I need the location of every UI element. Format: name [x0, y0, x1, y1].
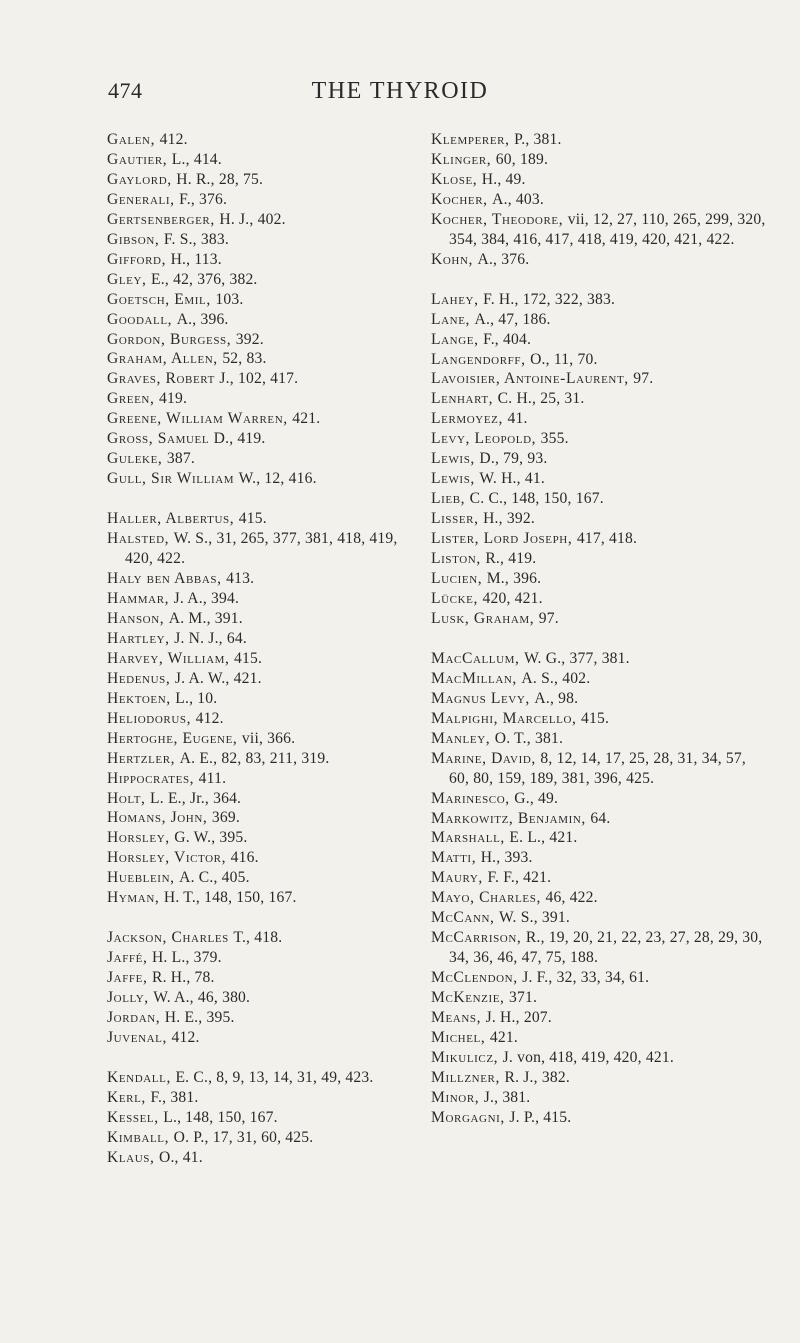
index-entry-name: Markowitz, Benjamin, — [431, 809, 591, 827]
index-entry — [107, 1028, 422, 1048]
index-entry — [107, 649, 422, 669]
index-entry-name: Lieb, — [431, 490, 470, 508]
index-entry-name: Jordan, — [107, 1009, 165, 1027]
index-entry-name: Jaffé, — [107, 949, 152, 967]
index-entry-name: Holt, — [107, 789, 151, 807]
index-entry — [107, 210, 422, 230]
index-entry — [431, 689, 766, 709]
index-entry-page-refs: A. E., 82, 83, 211, 319. — [179, 749, 330, 767]
index-entry-page-refs: F. F., 421. — [487, 869, 552, 887]
index-entry-page-refs: J., 381. — [483, 1088, 531, 1106]
index-entry — [107, 449, 422, 469]
index-entry-page-refs: O. T., 381. — [494, 729, 564, 747]
index-entry-name: Klaus, — [107, 1148, 159, 1166]
index-entry-page-refs: W. A., 46, 380. — [153, 989, 251, 1007]
index-entry-page-refs: H. E., 395. — [164, 1009, 235, 1027]
index-entry-page-refs: P., 381. — [514, 131, 562, 148]
index-entry-page-refs: A., 376. — [477, 250, 530, 268]
index-entry — [107, 689, 422, 709]
index-entry-page-refs: 415. — [581, 709, 610, 727]
index-entry-page-refs: 415. — [234, 649, 263, 667]
index-entry-page-refs: 371. — [509, 989, 538, 1007]
index-entry — [431, 1008, 766, 1028]
index-entry-name: Hedenus, — [107, 669, 175, 687]
index-entry-page-refs: 369. — [211, 809, 240, 827]
index-entry-name: Liston, — [431, 550, 486, 568]
index-entry — [431, 649, 766, 669]
index-entry — [107, 629, 422, 649]
index-entry-name: Manley, — [431, 729, 495, 747]
index-entry-page-refs: J., 102, 417. — [219, 370, 299, 388]
index-entry-page-refs: J. H., 207. — [485, 1009, 552, 1027]
index-entry — [107, 290, 422, 310]
index-entry — [107, 888, 422, 908]
index-entry-name: Means, — [431, 1009, 486, 1027]
index-entry — [107, 1068, 422, 1088]
index-entry-name: Hektoen, — [107, 689, 176, 707]
index-entry-name: Gibson, — [107, 230, 164, 248]
index-entry — [107, 130, 422, 150]
index-entry — [107, 469, 422, 489]
index-entry-name: Kohn, — [431, 250, 478, 268]
index-entry-name: Langendorff, — [431, 350, 531, 368]
index-entry — [107, 749, 422, 769]
index-entry-name: Millzner, — [431, 1068, 505, 1086]
index-entry-name: Horsley, — [107, 829, 175, 847]
index-entry-page-refs: F., 404. — [483, 330, 532, 348]
index-entry — [431, 210, 766, 250]
index-entry — [431, 449, 766, 469]
index-entry-name: Lermoyez, — [431, 410, 508, 428]
index-entry-page-refs: E., 42, 376, 382. — [151, 270, 258, 288]
index-entry-page-refs: J. A. W., 421. — [174, 669, 262, 687]
index-entry-page-refs: W. S., 31, 265, 377, 381, 418, 419, 420, 422. — [125, 530, 398, 568]
index-entry — [107, 789, 422, 809]
index-entry — [431, 729, 766, 749]
index-entry — [107, 988, 422, 1008]
index-entry-name: McCarrison, — [431, 929, 526, 947]
index-entry-page-refs: F., 376. — [179, 190, 228, 208]
index-entry-name: Michel, — [431, 1028, 490, 1046]
index-entry-page-refs: 97. — [538, 609, 559, 627]
index-entry-page-refs: 411. — [198, 769, 227, 787]
index-entry — [431, 968, 766, 988]
index-entry-name: Haller, Albertus, — [107, 510, 239, 528]
index-entry-name: Kimball, — [107, 1128, 174, 1146]
index-entry-page-refs: E. L., 421. — [509, 829, 578, 847]
index-entry-name: McCann, — [431, 909, 500, 927]
index-entry-page-refs: W. S., 391. — [499, 909, 570, 927]
index-entry-page-refs: O. P., 17, 31, 60, 425. — [173, 1128, 314, 1146]
index-entry-page-refs: 355. — [540, 430, 569, 448]
index-entry-name: Greene, William Warren, — [107, 410, 293, 428]
index-entry-page-refs: L., 148, 150, 167. — [163, 1108, 278, 1126]
index-entry — [107, 569, 422, 589]
index-entry-page-refs: O., 11, 70. — [530, 350, 598, 368]
index-entry-page-refs: H. R., 28, 75. — [176, 170, 264, 188]
index-entry — [107, 1108, 422, 1128]
index-entry — [431, 1068, 766, 1088]
index-entry-name: Haly ben Abbas, — [107, 570, 227, 588]
index-entry-name: Heliodorus, — [107, 709, 196, 727]
index-entry-page-refs: 412. — [171, 1028, 200, 1046]
index-entry — [431, 1088, 766, 1108]
index-entry-page-refs: T., 418. — [233, 929, 283, 947]
index-entry — [431, 369, 766, 389]
index-entry-name: Gautier, — [107, 150, 172, 168]
index-entry-name: Lister, Lord Joseph, — [431, 530, 577, 548]
index-entry-page-refs: 8, 12, 14, 17, 25, 28, 31, 34, 57, 60, 80, 159, 189, 381, 396, 425. — [449, 749, 747, 787]
index-entry — [431, 1048, 766, 1068]
index-entry — [431, 190, 766, 210]
index-entry-name: Lane, — [431, 310, 475, 328]
index-entry — [107, 190, 422, 210]
index-entry-page-refs: G., 49. — [514, 789, 559, 807]
letter-group-divider — [107, 908, 422, 928]
index-entry-name: Klose, — [431, 170, 482, 188]
index-entry-name: Gifford, — [107, 250, 171, 268]
index-entry — [431, 609, 766, 629]
index-entry — [431, 469, 766, 489]
index-entry-page-refs: A. C., 405. — [179, 869, 250, 887]
index-entry-name: Halsted, — [107, 530, 174, 548]
index-entry — [107, 669, 422, 689]
index-entry — [431, 130, 766, 150]
index-entry-name: Goodall, — [107, 310, 177, 328]
index-entry-page-refs: 103. — [215, 290, 244, 308]
index-entry-name: Lusk, Graham, — [431, 609, 539, 627]
index-entry-page-refs: R., 19, 20, 21, 22, 23, 27, 28, 29, 30, 34, 36, 46, 47, 75, 188. — [449, 929, 763, 967]
index-entry-page-refs: J. N. J., 64. — [174, 629, 247, 647]
index-entry-name: Green, — [107, 390, 159, 408]
index-entry-name: Minor, — [431, 1088, 484, 1106]
index-entry-page-refs: 421. — [292, 410, 321, 428]
index-entry-page-refs: R. H., 78. — [151, 969, 215, 987]
index-entry — [431, 389, 766, 409]
index-entry-name: McKenzie, — [431, 989, 510, 1007]
index-entry-name: Lewis, — [431, 450, 480, 468]
index-entry — [107, 1128, 422, 1148]
index-entry — [431, 928, 766, 968]
index-entry — [431, 509, 766, 529]
index-entry-name: Matti, — [431, 849, 481, 867]
index-entry-page-refs: 415. — [238, 510, 267, 528]
index-entry-page-refs: 46, 422. — [545, 889, 598, 907]
index-entry — [107, 349, 422, 369]
index-entry — [107, 1088, 422, 1108]
index-entry — [431, 709, 766, 729]
index-entry-page-refs: G. W., 395. — [174, 829, 248, 847]
index-entry-page-refs: 64. — [590, 809, 611, 827]
index-entry-page-refs: H., 113. — [170, 250, 222, 268]
index-entry — [107, 1148, 422, 1168]
index-entry-name: Lisser, — [431, 510, 484, 528]
index-entry-page-refs: A., 396. — [176, 310, 229, 328]
index-entry — [431, 868, 766, 888]
index-entry — [431, 828, 766, 848]
running-title: THE THYROID — [311, 78, 489, 104]
index-entry — [107, 529, 422, 569]
index-entry-name: Malpighi, Marcello, — [431, 709, 582, 727]
index-entry-page-refs: M., 396. — [486, 570, 542, 588]
index-entry-page-refs: 419. — [158, 390, 188, 408]
index-entry-page-refs: W. H., 41. — [479, 470, 545, 488]
index-entry-page-refs: L. E., Jr., 364. — [150, 789, 242, 807]
index-entry-page-refs: 412. — [195, 709, 224, 727]
index-entry-name: Kerl, — [107, 1088, 151, 1106]
index-entry-name: Homans, John, — [107, 809, 212, 827]
index-entry-page-refs: O., 41. — [158, 1148, 203, 1166]
index-entry-name: Gordon, Burgess, — [107, 330, 236, 348]
index-entry — [107, 509, 422, 529]
index-entry-name: MacMillan, — [431, 669, 522, 687]
index-entry-name: Hyman, — [107, 889, 164, 907]
index-entry-name: Graham, Allen, — [107, 350, 223, 368]
index-entry-name: Kessel, — [107, 1108, 164, 1126]
index-entry-page-refs: J. P., 415. — [509, 1108, 572, 1126]
index-entry-name: Marshall, — [431, 829, 510, 847]
index-entry-page-refs: F. H., 172, 322, 383. — [483, 290, 616, 308]
index-entry-name: Lange, — [431, 330, 484, 348]
letter-group-divider — [107, 1048, 422, 1068]
index-entry-page-refs: H. T., 148, 150, 167. — [163, 889, 297, 907]
index-entry-page-refs: H., 393. — [480, 849, 533, 867]
index-entry-name: Kocher, Theodore, — [431, 210, 568, 228]
index-entry-name: Gley, — [107, 270, 152, 288]
page-number: 474 — [108, 78, 143, 103]
index-entry-page-refs: C. H., 25, 31. — [497, 390, 585, 408]
index-entry-name: McClendon, — [431, 969, 523, 987]
index-entry-page-refs: 60, 189. — [495, 150, 549, 168]
index-entry-page-refs: vii, 366. — [241, 729, 296, 747]
index-entry-name: Lahey, — [431, 290, 484, 308]
index-entry-page-refs: 41. — [507, 410, 528, 428]
index-entry-page-refs: J. F., 32, 33, 34, 61. — [522, 969, 650, 987]
index-entry-name: Lenhart, — [431, 390, 498, 408]
index-entry-page-refs: D., 419. — [213, 430, 266, 448]
index-entry — [107, 589, 422, 609]
index-entry-name: Mayo, Charles, — [431, 889, 546, 907]
index-entry — [107, 729, 422, 749]
index-entry — [431, 569, 766, 589]
index-entry — [431, 250, 766, 270]
index-entry-page-refs: R., 419. — [485, 550, 537, 568]
index-entry-page-refs: W. G., 377, 381. — [524, 649, 630, 667]
index-entry — [107, 429, 422, 449]
index-entry-name: Harvey, William, — [107, 649, 234, 667]
index-entry-page-refs: E. C., 8, 9, 13, 14, 31, 49, 423. — [175, 1068, 374, 1086]
index-entry-name: Gertsenberger, — [107, 210, 220, 228]
index-entry-name: Lücke, — [431, 589, 483, 607]
index-entry-page-refs: R. J., 382. — [504, 1068, 570, 1086]
index-entry — [107, 250, 422, 270]
index-entry-name: Horsley, Victor, — [107, 849, 231, 867]
index-entry — [107, 769, 422, 789]
index-entry-page-refs: H., 392. — [483, 510, 535, 528]
index-entry-page-refs: J. A., 394. — [173, 589, 240, 607]
index-entry-name: Hippocrates, — [107, 769, 199, 787]
index-entry-name: Klinger, — [431, 150, 496, 168]
index-entry-name: Gull, Sir William — [107, 470, 239, 488]
index-entry-name: Hammar, — [107, 589, 174, 607]
index-column-right — [431, 130, 766, 1128]
index-entry — [107, 709, 422, 729]
index-entry — [107, 230, 422, 250]
index-entry-page-refs: A., 403. — [492, 190, 544, 208]
index-entry — [107, 310, 422, 330]
index-entry — [107, 150, 422, 170]
index-entry — [431, 669, 766, 689]
index-entry-page-refs: 412. — [159, 131, 188, 148]
index-entry-page-refs: 413. — [226, 570, 255, 588]
index-entry-page-refs: 97. — [633, 370, 654, 388]
page-header — [0, 78, 800, 112]
index-entry-page-refs: A. M., 391. — [168, 609, 243, 627]
index-entry-name: Jackson, Charles — [107, 929, 234, 947]
letter-group-divider — [431, 270, 766, 290]
index-entry-page-refs: D., 79, 93. — [479, 450, 548, 468]
index-entry — [431, 1028, 766, 1048]
index-column-left — [107, 130, 422, 1168]
index-entry — [107, 609, 422, 629]
index-entry-name: Morgagni, — [431, 1108, 510, 1126]
index-entry-page-refs: A., 47, 186. — [474, 310, 551, 328]
index-entry — [107, 808, 422, 828]
index-entry — [431, 908, 766, 928]
index-entry — [107, 828, 422, 848]
index-entry — [431, 170, 766, 190]
index-entry-name: Gross, Samuel — [107, 430, 214, 448]
index-entry-name: Lewis, — [431, 470, 480, 488]
index-entry-page-refs: 420, 421. — [482, 589, 543, 607]
index-entry-name: Graves, Robert — [107, 370, 220, 388]
index-entry — [431, 549, 766, 569]
index-entry-page-refs: L., 414. — [171, 150, 222, 168]
letter-group-divider — [107, 489, 422, 509]
index-entry — [107, 848, 422, 868]
index-entry-name: Marine, David, — [431, 749, 541, 767]
index-entry-name: Generali, — [107, 190, 180, 208]
index-entry — [431, 1108, 766, 1128]
index-entry-name: Maury, — [431, 869, 488, 887]
index-entry-page-refs: W., 12, 416. — [238, 470, 317, 488]
index-entry-name: Gaylord, — [107, 170, 177, 188]
index-entry — [431, 310, 766, 330]
index-entry-page-refs: 52, 83. — [222, 350, 267, 368]
index-entry — [107, 968, 422, 988]
index-entry-page-refs: 417, 418. — [576, 530, 638, 548]
letter-group-divider — [431, 629, 766, 649]
index-entry-name: Levy, Leopold, — [431, 430, 541, 448]
index-entry — [107, 1008, 422, 1028]
index-entry-name: Hueblein, — [107, 869, 180, 887]
index-entry — [431, 409, 766, 429]
index-entry — [431, 888, 766, 908]
index-entry-name: Marinesco, — [431, 789, 515, 807]
index-entry-page-refs: 416. — [230, 849, 259, 867]
index-entry-page-refs: H., 49. — [481, 170, 526, 188]
index-entry-name: Goetsch, Emil, — [107, 290, 216, 308]
index-entry — [431, 429, 766, 449]
index-entry — [431, 589, 766, 609]
index-entry — [107, 928, 422, 948]
index-entry-page-refs: vii, 12, 27, 110, 265, 299, 320, 354, 384, 416, 417, 418, 419, 420, 421, 422. — [449, 210, 766, 248]
index-entry-name: Hartley, — [107, 629, 175, 647]
index-entry-page-refs: 387. — [166, 450, 195, 468]
index-entry — [431, 350, 766, 370]
index-entry-name: Kendall, — [107, 1068, 176, 1086]
index-entry — [431, 529, 766, 549]
index-entry-name: Hertoghe, Eugene, — [107, 729, 242, 747]
index-entry-page-refs: J. von, 418, 419, 420, 421. — [502, 1048, 674, 1066]
index-entry-name: Guleke, — [107, 450, 167, 468]
index-entry — [107, 409, 422, 429]
index-entry-page-refs: F., 381. — [150, 1088, 199, 1106]
index-entry — [107, 170, 422, 190]
index-entry — [431, 809, 766, 829]
index-entry — [107, 270, 422, 290]
index-entry-page-refs: H. J., 402. — [219, 210, 286, 228]
index-entry — [107, 868, 422, 888]
index-entry-name: Klemperer, — [431, 131, 515, 148]
index-entry — [431, 330, 766, 350]
index-entry-page-refs: A. S., 402. — [521, 669, 591, 687]
index-entry-page-refs: H. L., 379. — [151, 949, 222, 967]
index-entry — [107, 948, 422, 968]
index-entry-name: Kocher, — [431, 190, 493, 208]
index-entry-name: Hanson, — [107, 609, 169, 627]
index-entry-name: Hertzler, — [107, 749, 180, 767]
index-entry-page-refs: 392. — [235, 330, 264, 348]
index-entry-page-refs: 421. — [489, 1028, 518, 1046]
index-entry — [431, 749, 766, 789]
index-entry-name: Lucien, — [431, 570, 487, 588]
index-entry-page-refs: L., 10. — [175, 689, 218, 707]
index-entry-name: Magnus Levy, — [431, 689, 535, 707]
index-entry-page-refs: A., 98. — [534, 689, 579, 707]
index-entry-name: Jaffe, — [107, 969, 152, 987]
index-entry — [431, 150, 766, 170]
index-entry-page-refs: C. C., 148, 150, 167. — [469, 490, 604, 508]
index-entry-name: Jolly, — [107, 989, 154, 1007]
index-entry — [431, 988, 766, 1008]
index-entry — [107, 330, 422, 350]
index-entry-name: MacCallum, — [431, 649, 525, 667]
index-entry-page-refs: F. S., 383. — [163, 230, 229, 248]
index-entry — [431, 848, 766, 868]
index-entry — [107, 389, 422, 409]
index-entry-name: Mikulicz, — [431, 1048, 503, 1066]
index-entry-name: Galen, — [107, 131, 160, 148]
index-entry — [431, 789, 766, 809]
index-entry — [107, 369, 422, 389]
index-entry — [431, 489, 766, 509]
index-entry-name: Lavoisier, Antoine-Laurent, — [431, 370, 634, 388]
index-entry-name: Juvenal, — [107, 1028, 172, 1046]
index-entry — [431, 290, 766, 310]
